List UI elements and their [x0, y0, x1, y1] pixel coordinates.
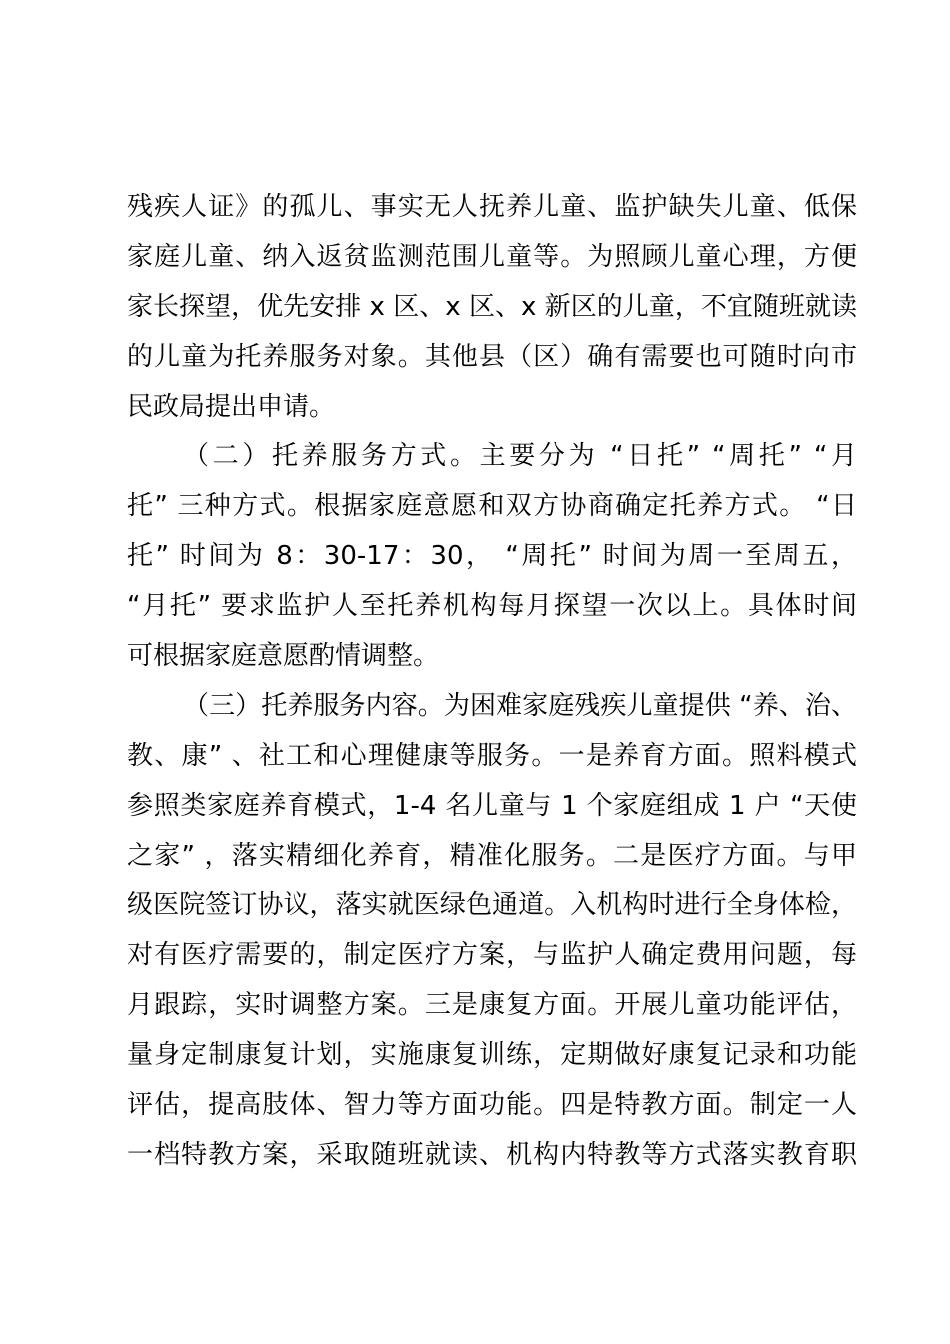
text-line: 的儿童为托养服务对象。其他县（区）确有需要也可随时向市 [127, 341, 857, 372]
text-line: 家庭儿童、纳入返贫监测范围儿童等。为照顾儿童心理，方便 [127, 241, 857, 272]
text-line: 对有医疗需要的，制定医疗方案，与监护人确定费用问题，每 [127, 940, 857, 971]
text-line: 可根据家庭意愿酌情调整。 [127, 641, 440, 672]
paragraph-first-line: （三）托养服务内容。为困难家庭残疾儿童提供 “养、治、 [183, 690, 857, 721]
text-line: 之家” ，落实精细化养育，精准化服务。二是医疗方面。与甲 [127, 840, 857, 871]
text-line: 托” 时间为 8：30-17：30， “周托” 时间为周一至周五， [127, 541, 857, 572]
text-line: 民政局提出申请。 [127, 391, 336, 422]
text-line: 级医院签订协议，落实就医绿色通道。入机构时进行全身体检， [127, 890, 857, 921]
text-line: 一档特教方案，采取随班就读、机构内特教等方式落实教育职 [127, 1139, 857, 1170]
text-line: 家长探望，优先安排 x 区、x 区、x 新区的儿童，不宜随班就读 [127, 291, 857, 322]
body-text [127, 183, 857, 1181]
paragraph-first-line: （二）托养服务方式。主要分为 “日托” “周托” “月 [183, 441, 857, 472]
text-line: 托” 三种方式。根据家庭意愿和双方协商确定托养方式。 “日 [127, 491, 857, 522]
text-line: 量身定制康复计划，实施康复训练，定期做好康复记录和功能 [127, 1040, 857, 1071]
text-line: 参照类家庭养育模式，1-4 名儿童与 1 个家庭组成 1 户 “天使 [127, 790, 857, 821]
text-line: “月托” 要求监护人至托养机构每月探望一次以上。具体时间 [127, 591, 857, 622]
text-line: 月跟踪，实时调整方案。三是康复方面。开展儿童功能评估， [127, 990, 857, 1021]
text-line: 教、康” 、社工和心理健康等服务。一是养育方面。照料模式 [127, 740, 857, 771]
text-line: 评估，提高肢体、智力等方面功能。四是特教方面。制定一人 [127, 1090, 857, 1121]
text-line: 残疾人证》的孤儿、事实无人抚养儿童、监护缺失儿童、低保 [127, 192, 857, 222]
